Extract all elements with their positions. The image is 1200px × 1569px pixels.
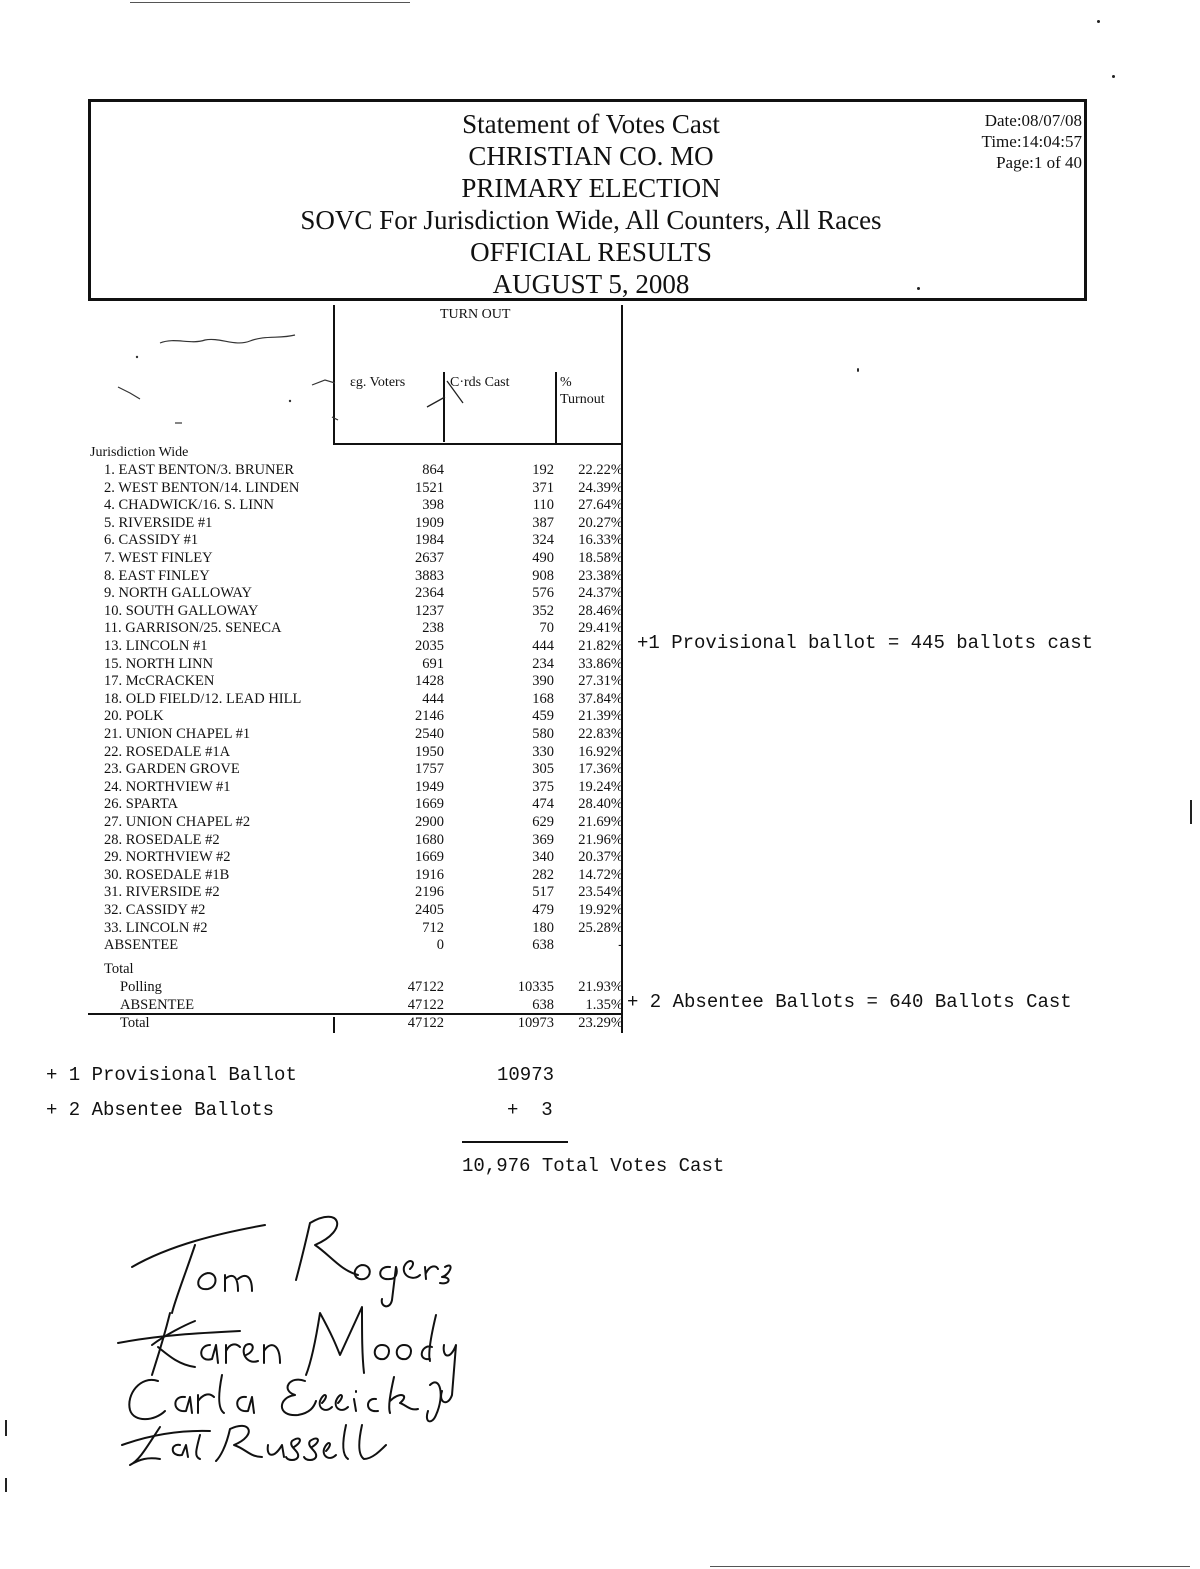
scan-speck: [917, 287, 920, 290]
precinct-name: 11. GARRISON/25. SENECA: [104, 620, 282, 637]
cards-cast-value: 110: [532, 497, 554, 514]
header-rule: [335, 443, 622, 445]
table-row: [0, 832, 640, 850]
scan-edge-mark: [130, 2, 410, 3]
table-row: [0, 497, 640, 515]
turnout-pct-value: 18.58%: [578, 550, 623, 566]
turnout-pct-value: 16.92%: [578, 743, 623, 760]
precinct-name: 4. CHADWICK/16. S. LINN: [104, 497, 274, 514]
table-row: [0, 550, 640, 568]
reg-voters-value: 712: [422, 919, 444, 936]
table-row: [0, 620, 640, 638]
table-row: [0, 814, 640, 832]
reg-voters-value: 2035: [415, 638, 444, 654]
cards-cast-header: C·rds Cast: [450, 375, 510, 390]
table-row: [0, 656, 640, 674]
table-row: [0, 585, 640, 603]
reg-voters-value: 1909: [415, 514, 444, 531]
column-divider-pct: [555, 372, 557, 444]
grand-total-row: [0, 1015, 640, 1033]
county-name: CHRISTIAN CO. MO: [468, 141, 714, 171]
precinct-name: 23. GARDEN GROVE: [104, 761, 240, 778]
precinct-name: 28. ROSEDALE #2: [104, 831, 220, 848]
precinct-name: 17. McCRACKEN: [104, 673, 215, 690]
cards-cast-value: 387: [532, 514, 554, 531]
table-row: [0, 532, 640, 550]
table-row: [0, 867, 640, 885]
signature-carla-essick: [129, 1375, 440, 1421]
cards-cast-value: 517: [532, 884, 554, 901]
cards-cast-value: 70: [539, 620, 554, 637]
polling-cast: 10335: [517, 979, 554, 995]
turnout-header: Turnout: [560, 392, 605, 407]
precinct-name: 24. NORTHVIEW #1: [104, 778, 231, 795]
reg-voters-value: 1984: [415, 532, 444, 549]
table-row: [0, 708, 640, 726]
scan-speck: [1097, 20, 1100, 23]
table-row: [0, 902, 640, 920]
cards-cast-value: 168: [532, 690, 554, 707]
table-row: [0, 673, 640, 691]
polling-row: [0, 979, 640, 997]
turnout-pct-value: 28.40%: [578, 796, 623, 813]
signature-block: [100, 1195, 520, 1485]
reg-voters-value: 1680: [415, 831, 444, 848]
table-row: [0, 515, 640, 533]
reg-voters-value: 1669: [415, 796, 444, 813]
precinct-name: 5. RIVERSIDE #1: [104, 514, 213, 531]
turnout-pct-value: 27.64%: [578, 497, 623, 514]
turnout-pct-value: 19.92%: [578, 902, 623, 918]
reg-voters-value: 1521: [415, 479, 444, 496]
turnout-pct-value: 24.39%: [578, 479, 623, 496]
cards-cast-value: 305: [532, 761, 554, 778]
scan-artifacts: [100, 325, 340, 435]
precinct-name: 31. RIVERSIDE #2: [104, 884, 220, 901]
turnout-pct-value: 29.41%: [578, 620, 623, 637]
scan-edge-mark: [1190, 800, 1192, 824]
scan-speck: [857, 368, 859, 372]
table-row: [0, 761, 640, 779]
reg-voters-value: 2364: [415, 585, 444, 602]
cards-cast-value: 234: [532, 655, 554, 672]
precinct-name: 7. WEST FINLEY: [104, 550, 213, 566]
turnout-pct-value: 14.72%: [578, 866, 623, 883]
cards-cast-value: 340: [532, 849, 554, 866]
calc-total: 10,976 Total Votes Cast: [462, 1155, 725, 1177]
reg-voters-header: ɛg. Voters: [350, 375, 406, 390]
table-row: [0, 920, 640, 938]
table-row: [0, 779, 640, 797]
calc-line2-label: + 2 Absentee Ballots: [46, 1099, 275, 1121]
reg-voters-value: 2540: [415, 726, 444, 742]
precinct-name: 20. POLK: [104, 708, 164, 725]
reg-voters-value: 0: [436, 937, 444, 954]
total-section-label: Total: [104, 961, 134, 977]
report-scope: SOVC For Jurisdiction Wide, All Counters, All Races: [300, 205, 882, 235]
turnout-pct-value: 28.46%: [578, 602, 623, 619]
polling-label: Polling: [120, 979, 162, 995]
turnout-group-header: TURN OUT: [440, 307, 511, 322]
turnout-pct-value: 24.37%: [578, 585, 623, 602]
table-row: [0, 744, 640, 762]
scan-artifacts-header: [425, 375, 485, 415]
absentee-label: ABSENTEE: [120, 997, 195, 1013]
grand-total-cast: 10973: [517, 1015, 554, 1031]
precinct-name: 9. NORTH GALLOWAY: [104, 585, 253, 602]
grand-total-reg: 47122: [407, 1015, 444, 1031]
cards-cast-value: 638: [532, 937, 554, 954]
print-date: Date:08/07/08: [984, 111, 1082, 130]
cards-cast-value: 444: [532, 638, 554, 654]
reg-voters-value: 2146: [415, 708, 444, 725]
absentee-total-row: [0, 997, 640, 1015]
results-status: OFFICIAL RESULTS: [470, 237, 712, 267]
reg-voters-value: 1949: [415, 778, 444, 795]
table-row: [0, 796, 640, 814]
reg-voters-value: 398: [422, 497, 444, 514]
section-label: Jurisdiction Wide: [90, 445, 189, 460]
calc-line1-value: 10973: [497, 1064, 555, 1086]
precinct-name: 15. NORTH LINN: [104, 655, 214, 672]
table-row: [0, 937, 640, 955]
table-row: [0, 691, 640, 709]
cards-cast-value: 479: [532, 902, 554, 918]
reg-voters-value: 2196: [415, 884, 444, 901]
precinct-name: 22. ROSEDALE #1A: [104, 743, 231, 760]
polling-pct: 21.93%: [578, 979, 623, 995]
polling-reg: 47122: [407, 979, 444, 995]
reg-voters-value: 691: [422, 655, 444, 672]
reg-voters-value: 1950: [415, 743, 444, 760]
turnout-pct-value: 22.22%: [578, 462, 623, 478]
table-row: [0, 568, 640, 586]
cards-cast-value: 180: [532, 919, 554, 936]
pct-header: %: [560, 375, 572, 390]
table-row: [0, 603, 640, 621]
grand-total-pct: 23.29%: [578, 1015, 623, 1031]
turnout-pct-value: 19.24%: [578, 778, 623, 795]
precinct-name: 13. LINCOLN #1: [104, 638, 208, 654]
table-row: [0, 884, 640, 902]
calc-line2-value: + 3: [507, 1099, 553, 1121]
cards-cast-value: 282: [532, 866, 554, 883]
table-row: [0, 480, 640, 498]
cards-cast-value: 369: [532, 831, 554, 848]
reg-voters-value: 1237: [415, 602, 444, 619]
turnout-pct-value: 21.96%: [578, 831, 623, 848]
turnout-pct-value: 20.27%: [578, 514, 623, 531]
precinct-name: ABSENTEE: [104, 937, 179, 954]
turnout-pct-value: 20.37%: [578, 849, 623, 866]
cards-cast-value: 490: [532, 550, 554, 566]
report-header: [88, 99, 1087, 301]
page-number: Page:1 of 40: [996, 153, 1082, 172]
cards-cast-value: 629: [532, 814, 554, 830]
absentee-reg: 47122: [407, 997, 444, 1013]
reg-voters-value: 1428: [415, 673, 444, 690]
cards-cast-value: 474: [532, 796, 554, 813]
precinct-name: 30. ROSEDALE #1B: [104, 866, 230, 883]
turnout-pct-value: 21.39%: [578, 708, 623, 725]
signature-lea-russell: [122, 1425, 386, 1465]
turnout-pct-value: 16.33%: [578, 532, 623, 549]
print-time: Time:14:04:57: [981, 132, 1082, 151]
calc-line1-label: + 1 Provisional Ballot: [46, 1064, 297, 1086]
cards-cast-value: 375: [532, 778, 554, 795]
precinct-name: 27. UNION CHAPEL #2: [104, 814, 251, 830]
table-row: [0, 462, 640, 480]
precinct-table: [0, 462, 640, 1022]
turnout-pct-value: 25.28%: [578, 919, 623, 936]
precinct-name: 18. OLD FIELD/12. LEAD HILL: [104, 690, 302, 707]
cards-cast-value: 580: [532, 726, 554, 742]
cards-cast-value: 192: [532, 462, 554, 478]
cards-cast-value: 908: [532, 567, 554, 584]
turnout-pct-value: 33.86%: [578, 655, 623, 672]
scan-edge-mark: [710, 1566, 1190, 1567]
turnout-pct-value: 23.54%: [578, 884, 623, 901]
cards-cast-value: 324: [532, 532, 554, 549]
table-row: [0, 638, 640, 656]
grand-total-label: Total: [120, 1015, 150, 1031]
precinct-name: 33. LINCOLN #2: [104, 919, 208, 936]
cards-cast-value: 352: [532, 602, 554, 619]
report-title: Statement of Votes Cast: [462, 109, 720, 139]
turnout-pct-value: -: [618, 937, 623, 954]
election-date: AUGUST 5, 2008: [492, 269, 690, 299]
precinct-name: 26. SPARTA: [104, 796, 178, 813]
table-row: [0, 849, 640, 867]
cards-cast-value: 330: [532, 743, 554, 760]
cards-cast-value: 459: [532, 708, 554, 725]
turnout-pct-value: 21.69%: [578, 814, 623, 830]
absentee-ballots-note: + 2 Absentee Ballots = 640 Ballots Cast: [627, 991, 1072, 1013]
turnout-pct-value: 37.84%: [578, 690, 623, 707]
reg-voters-value: 1916: [415, 866, 444, 883]
cards-cast-value: 371: [532, 479, 554, 496]
precinct-name: 6. CASSIDY #1: [104, 532, 199, 549]
reg-voters-value: 2405: [415, 902, 444, 918]
precinct-name: 2. WEST BENTON/14. LINDEN: [104, 479, 300, 496]
reg-voters-value: 1669: [415, 849, 444, 866]
reg-voters-value: 444: [422, 690, 444, 707]
table-row: [0, 726, 640, 744]
precinct-name: 29. NORTHVIEW #2: [104, 849, 231, 866]
reg-voters-value: 864: [422, 462, 444, 478]
election-type: PRIMARY ELECTION: [461, 173, 721, 203]
turnout-pct-value: 22.83%: [578, 726, 623, 742]
turnout-pct-value: 27.31%: [578, 673, 623, 690]
turnout-pct-value: 23.38%: [578, 567, 623, 584]
absentee-cast: 638: [532, 997, 554, 1013]
precinct-name: 21. UNION CHAPEL #1: [104, 726, 251, 742]
precinct-name: 32. CASSIDY #2: [104, 902, 206, 918]
reg-voters-value: 238: [422, 620, 444, 637]
scan-edge-mark: [5, 1478, 7, 1492]
lincoln-provisional-note: +1 Provisional ballot = 445 ballots cast: [637, 632, 1094, 654]
scan-edge-mark: [5, 1420, 7, 1436]
reg-voters-value: 2637: [415, 550, 444, 566]
absentee-pct: 1.35%: [585, 997, 623, 1013]
reg-voters-value: 1757: [415, 761, 444, 778]
reg-voters-value: 3883: [415, 567, 444, 584]
precinct-name: 8. EAST FINLEY: [104, 567, 210, 584]
reg-voters-value: 2900: [415, 814, 444, 830]
cards-cast-value: 576: [532, 585, 554, 602]
precinct-name: 1. EAST BENTON/3. BRUNER: [104, 462, 294, 478]
cards-cast-value: 390: [532, 673, 554, 690]
signature-tom-rogers: [132, 1217, 451, 1313]
scan-speck: [1112, 75, 1115, 78]
precinct-name: 10. SOUTH GALLOWAY: [104, 602, 259, 619]
turnout-pct-value: 17.36%: [578, 761, 623, 778]
calc-sum-rule: [462, 1141, 568, 1143]
turnout-pct-value: 21.82%: [578, 638, 623, 654]
